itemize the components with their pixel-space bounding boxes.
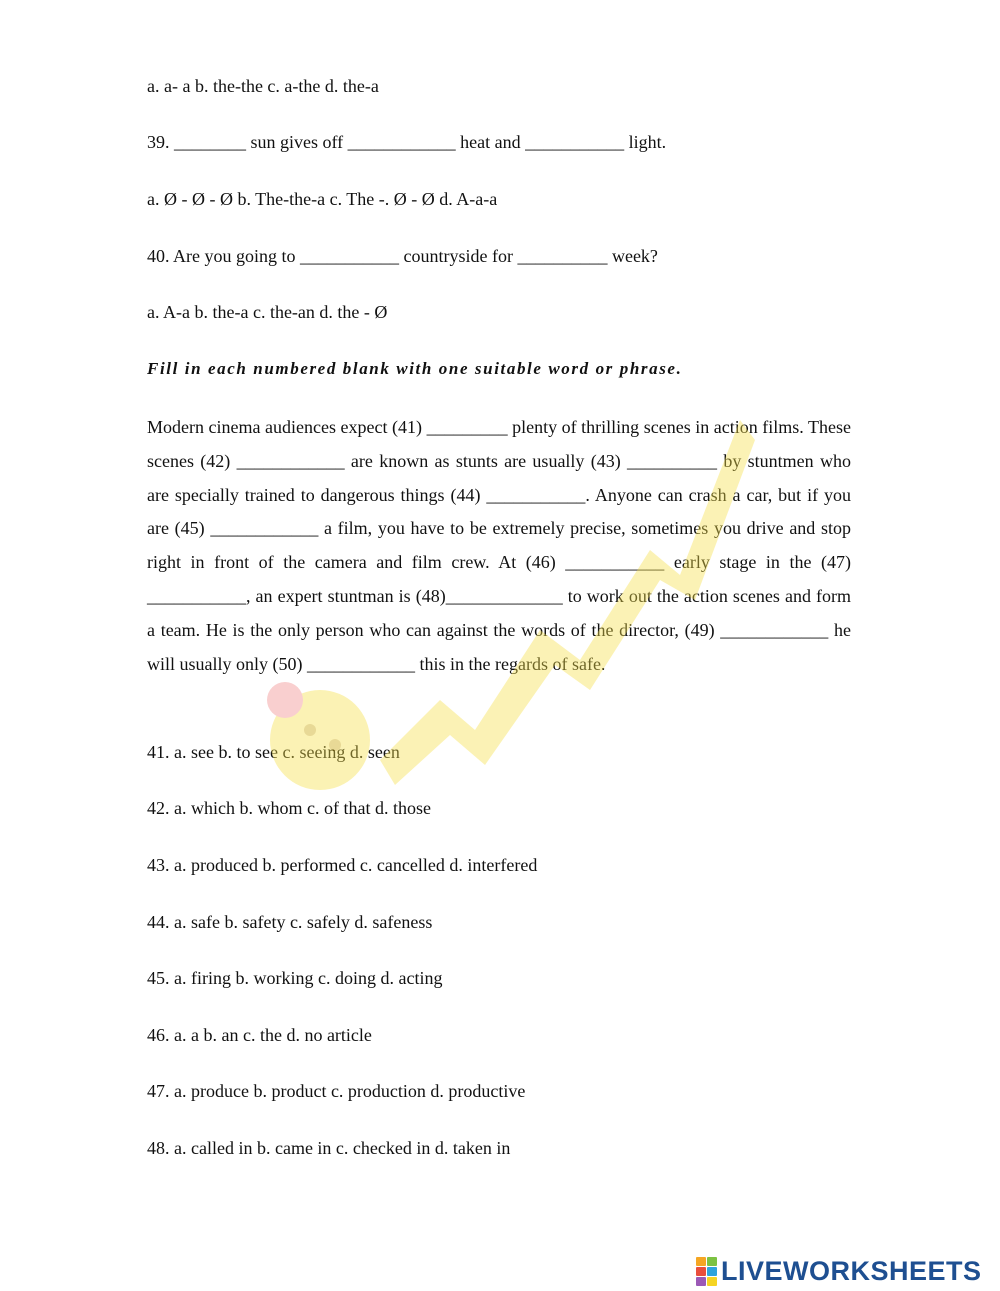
answer-47: 47. a. produce b. product c. production d. productive [147, 1081, 526, 1101]
answer-41: 41. a. see b. to see c. seeing d. seen [147, 742, 400, 762]
cloze-paragraph: Modern cinema audiences expect (41) _________ plenty of thrilling scenes in action films. These scenes (42) ____________ are known as stunts are usually (43) __________ by stuntmen who are specially trained to dangerous things (44) ___________. Anyone can crash a car, but if you are (45) ____________ a film, you have to be extremely precise, sometimes you drive and stop right in front of the camera and film crew. At (46) ___________ early stage in the (47) ___________, an expert stuntman is (48)_____________ to work out the action scenes and form a team. He is the only person who can against the words of the director, (49) ____________ he will usually only (50) ____________ this in the regards of safe. [147, 417, 851, 674]
mascot-ear-shape [267, 682, 303, 718]
answer-43: 43. a. produced b. performed c. cancelled d. interfered [147, 855, 538, 875]
answer-48: 48. a. called in b. came in c. checked in d. taken in [147, 1138, 511, 1158]
logo-block-6 [707, 1277, 717, 1286]
q39-options: a. Ø - Ø - Ø b. The-the-a c. The -. Ø - Ø d. A-a-a [147, 189, 498, 209]
q39-question: 39. ________ sun gives off ____________ heat and ___________ light. [147, 132, 667, 152]
logo-text: LIVEWORKSHEETS [721, 1255, 982, 1286]
liveworksheets-logo [696, 1251, 982, 1291]
answer-42: 42. a. which b. whom c. of that d. those [147, 798, 431, 818]
logo-block-4 [707, 1267, 717, 1276]
logo-block-5 [696, 1277, 706, 1286]
logo-block-3 [696, 1267, 706, 1276]
q40-options: a. A-a b. the-a c. the-an d. the - Ø [147, 302, 388, 322]
answer-44: 44. a. safe b. safety c. safely d. safeness [147, 912, 433, 932]
answer-46: 46. a. a b. an c. the d. no article [147, 1025, 372, 1045]
answer-45: 45. a. firing b. working c. doing d. acting [147, 968, 443, 988]
logo-block-1 [696, 1257, 706, 1266]
q38-options: a. a- a b. the-the c. a-the d. the-a [147, 76, 379, 96]
mascot-body-shape [270, 690, 370, 790]
q40-question: 40. Are you going to ___________ countryside for __________ week? [147, 246, 658, 266]
section-heading: Fill in each numbered blank with one suitable word or phrase. [147, 359, 683, 378]
liveworksheets-blocks-icon [696, 1257, 717, 1286]
mascot-eye-shape [304, 724, 316, 736]
logo-block-2 [707, 1257, 717, 1266]
